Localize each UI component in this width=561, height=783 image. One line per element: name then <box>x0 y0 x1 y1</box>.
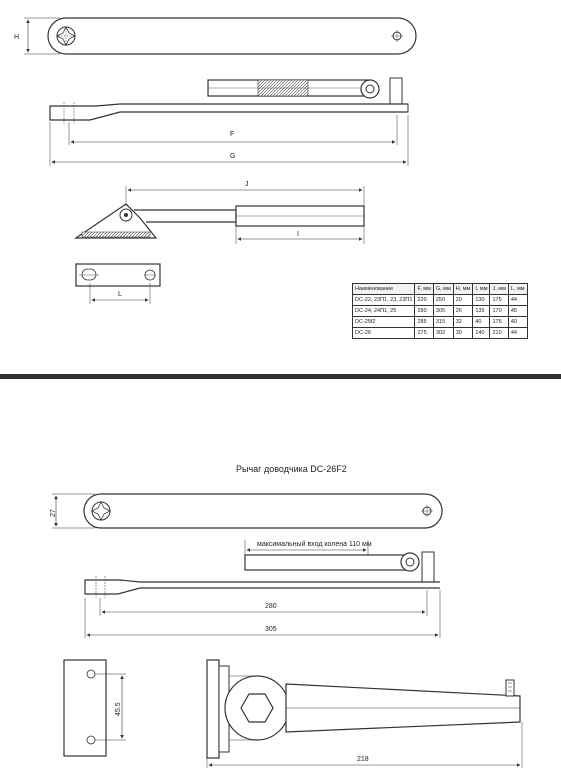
label-j: J <box>245 181 249 188</box>
table-cell: 220 <box>415 295 433 306</box>
table-cell: 175 <box>490 317 508 328</box>
table-row <box>353 317 528 328</box>
label-218: 218 <box>357 756 369 763</box>
table-row <box>353 306 528 317</box>
label-i: I <box>297 231 299 238</box>
bottom-arm-plan-view <box>84 494 442 528</box>
table-cell: 135 <box>473 306 490 317</box>
table-header-row <box>353 284 528 295</box>
dimension-280 <box>100 590 427 616</box>
table-header-cell: Наименование <box>353 284 415 295</box>
dimension-g <box>50 115 408 166</box>
table-header-cell: F, мм <box>415 284 433 295</box>
top-arm-side-view <box>50 78 408 124</box>
mounting-plate <box>64 660 126 756</box>
table-cell: 45 <box>508 306 527 317</box>
table-cell: DC-24, 24П1, 25 <box>353 306 415 317</box>
forearm-view <box>76 204 364 238</box>
table-cell: DC-22, 23П1, 23, 23П1 <box>353 295 415 306</box>
bottom-arm-side-view <box>85 552 440 598</box>
table-cell: 40 <box>473 317 490 328</box>
bottom-title: Рычаг доводчика DC-26F2 <box>236 464 347 474</box>
table-cell: 302 <box>433 328 453 339</box>
table-cell: 20 <box>453 295 473 306</box>
label-27: 27 <box>50 509 57 517</box>
dimension-i <box>236 226 364 244</box>
table-cell: 175 <box>490 295 508 306</box>
table-cell: 40 <box>508 317 527 328</box>
label-45-5: 45.5 <box>115 702 122 716</box>
spec-table <box>352 283 528 339</box>
table-cell: 250 <box>433 295 453 306</box>
dimension-305 <box>85 590 440 638</box>
bracket-plate <box>76 264 160 286</box>
table-cell: 275 <box>415 328 433 339</box>
table-header-cell: L, мм <box>508 284 527 295</box>
table-cell: 315 <box>433 317 453 328</box>
label-305: 305 <box>265 626 277 633</box>
table-cell: 140 <box>473 328 490 339</box>
table-header-cell: G, мм <box>433 284 453 295</box>
arm-end-view <box>207 660 520 758</box>
table-row <box>353 295 528 306</box>
table-cell: 44 <box>508 295 527 306</box>
table-cell: 44 <box>508 328 527 339</box>
dimension-knee <box>245 540 372 555</box>
top-arm-plan-view <box>48 18 416 54</box>
label-h: H <box>14 34 20 41</box>
table-row <box>353 328 528 339</box>
table-cell: 305 <box>433 306 453 317</box>
table-cell: DC-26 <box>353 328 415 339</box>
table-cell: 130 <box>473 295 490 306</box>
table-cell: 210 <box>490 328 508 339</box>
table-header-cell: J, мм <box>490 284 508 295</box>
table-cell: 170 <box>490 306 508 317</box>
table-header-cell: H, мм <box>453 284 473 295</box>
table-cell: 26 <box>453 306 473 317</box>
dimension-j <box>126 181 364 206</box>
table-cell: 30 <box>453 328 473 339</box>
table-header-cell: I, мм <box>473 284 490 295</box>
table-cell: 32 <box>453 317 473 328</box>
label-l: L <box>118 291 122 298</box>
dimension-f <box>69 115 397 145</box>
table-cell: 280 <box>415 306 433 317</box>
table-cell: 285 <box>415 317 433 328</box>
label-280: 280 <box>265 603 277 610</box>
label-g: G <box>230 153 236 160</box>
section-divider <box>0 374 561 379</box>
label-f: F <box>230 131 235 138</box>
label-knee: максимальный вход колена 110 мм <box>257 541 372 548</box>
table-cell: DC-25f2 <box>353 317 415 328</box>
